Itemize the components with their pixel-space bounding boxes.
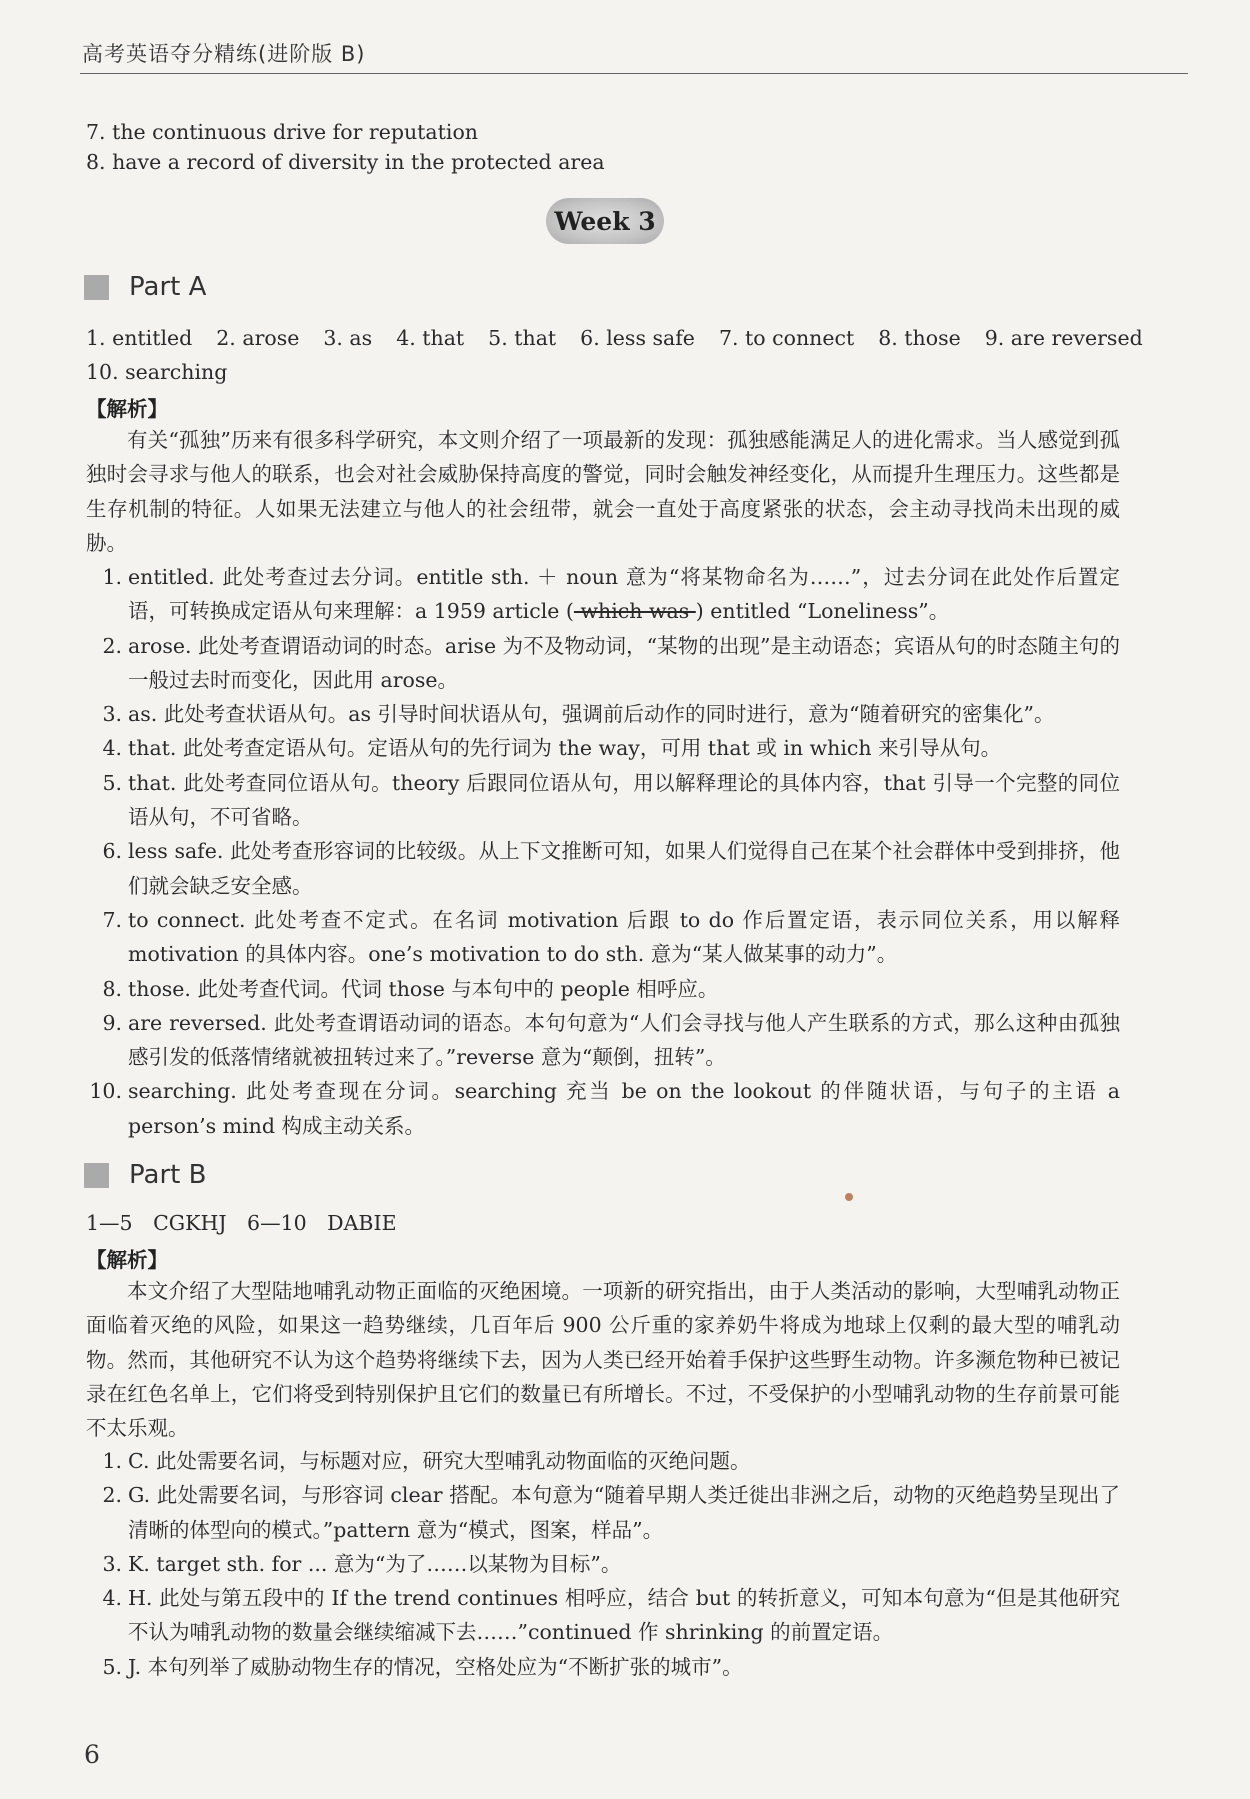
list-item: 9. are reversed. 此处考查谓语动词的语态。本句句意为“人们会寻找与他人产生联系的方式，那么这种由孤独感引发的低落情绪就被扭转过来了。”reverse 意为“颠倒，扭转”。 <box>102 1010 1120 1070</box>
part-a-answers-line2: 10. searching <box>86 360 228 384</box>
page-number: 6 <box>84 1740 100 1769</box>
part-a-items <box>86 560 1120 1143</box>
answer: 2. arose <box>216 326 300 350</box>
list-item: 2. arose. 此处考查谓语动词的时态。arise 为不及物动词，“某物的出现”是主动语态；宾语从句的时态随主句的一般过去时而变化，因此用 arose。 <box>102 633 1120 692</box>
list-item: 5. that. 此处考查同位语从句。theory 后跟同位语从句，用以解释理论的具体内容，that 引导一个完整的同位语从句，不可省略。 <box>102 770 1120 830</box>
part-b-heading <box>84 1160 206 1190</box>
list-item: 6. less safe. 此处考查形容词的比较级。从上下文推断可知，如果人们觉得自己在某个社会群体中受到排挤，他们就会缺乏安全感。 <box>102 839 1120 898</box>
part-b-items <box>86 1444 1120 1684</box>
list-item: 3. K. target sth. for ... 意为“为了……以某物为目标”。 <box>102 1551 622 1576</box>
answer: 5. that <box>488 326 557 350</box>
part-a-title: Part A <box>129 272 207 302</box>
part-b-title: Part B <box>129 1160 207 1190</box>
list-item: 7. to connect. 此处考查不定式。在名词 motivation 后跟 to do 作后置定语，表示同位关系，用以解释 motivation 的具体内容。one’s motivation to do sth. 意为“某人做某事的动力”。 <box>102 907 1120 967</box>
part-a-analysis-label: 【解析】 <box>86 397 168 421</box>
list-item: 5. J. 本句列举了威胁动物生存的情况，空格处应为“不断扩张的城市”。 <box>102 1654 743 1679</box>
answer: 9. are reversed <box>984 326 1143 350</box>
part-b-answers: 1—5 CGKHJ 6—10 DABIE <box>86 1211 397 1235</box>
part-a-intro: 有关“孤独”历来有很多科学研究，本文则介绍了一项最新的发现：孤独感能满足人的进化需求。当人感觉到孤独时会寻求与他人的联系，也会对社会威胁保持高度的警觉，同时会触发神经变化，从而提升生理压力。这些都是生存机制的特征。人如果无法建立与他人的社会纽带，就会一直处于高度紧张的状态，会主动寻找尚未出现的威胁。 <box>86 428 1120 555</box>
list-item: 1. C. 此处需要名词，与标题对应，研究大型哺乳动物面临的灭绝问题。 <box>102 1449 751 1473</box>
answer: 3. as <box>323 326 373 350</box>
struck-text: which was <box>573 599 696 624</box>
top-line-8: 8. have a record of diversity in the protected area <box>86 150 605 174</box>
list-item: 4. that. 此处考查定语从句。定语从句的先行词为 the way，可用 that 或 in which 来引导从句。 <box>102 736 1002 761</box>
part-a-square-icon <box>84 275 109 300</box>
list-item: 8. those. 此处考查代词。代词 those 与本句中的 people 相呼应。 <box>102 976 719 1001</box>
part-b-analysis-label: 【解析】 <box>86 1248 168 1272</box>
top-line-7: 7. the continuous drive for reputation <box>86 120 478 144</box>
part-a-answers-line1 <box>86 321 1143 355</box>
running-header: 高考英语夺分精练(进阶版 B) <box>82 42 366 66</box>
list-item: 3. as. 此处考查状语从句。as 引导时间状语从句，强调前后动作的同时进行，意为“随着研究的密集化”。 <box>102 702 1055 727</box>
part-b-intro: 本文介绍了大型陆地哺乳动物正面临的灭绝困境。一项新的研究指出，由于人类活动的影响，大型哺乳动物正面临着灭绝的风险，如果这一趋势继续，几百年后 900 公斤重的家养奶牛将成为地球上仅剩的最大型的哺乳动物。然而，其他研究不认为这个趋势将继续下去，因为人类已经开始着手保护这些野生动物。许多濒危物种已被记录在红色名单上，它们将受到特别保护且它们的数量已有所增长。不过，不受保护的小型哺乳动物的生存前景可能不太乐观。 <box>86 1279 1120 1441</box>
part-b-square-icon <box>84 1163 109 1188</box>
week-badge <box>546 198 664 244</box>
week-label: Week 3 <box>554 206 656 236</box>
list-item: 10. searching. 此处考查现在分词。searching 充当 be on the lookout 的伴随状语，与句子的主语 a person’s mind 构成主动关系。 <box>89 1079 1120 1138</box>
part-a-heading <box>84 272 206 302</box>
ink-dot <box>845 1193 853 1201</box>
list-item: 1. entitled. 此处考查过去分词。entitle sth. ＋ noun 意为“将某物命名为……”，过去分词在此处作后置定语，可转换成定语从句来理解：a 1959 article ( which was ) entitled “Loneliness”。 <box>102 565 1120 624</box>
header-rule <box>80 73 1188 74</box>
answer: 6. less safe <box>580 326 695 350</box>
list-item: 2. G. 此处需要名词，与形容词 clear 搭配。本句意为“随着早期人类迁徙出非洲之后，动物的灭绝趋势呈现出了清晰的体型向的模式。”pattern 意为“模式，图案，样品”。 <box>102 1483 1120 1542</box>
answer: 8. those <box>878 326 961 350</box>
list-item: 4. H. 此处与第五段中的 If the trend continues 相呼应，结合 but 的转折意义，可知本句意为“但是其他研究不认为哺乳动物的数量会继续缩减下去……”continued 作 shrinking 的前置定语。 <box>102 1586 1120 1645</box>
answer: 7. to connect <box>718 326 855 350</box>
answer: 4. that <box>396 326 465 350</box>
answer: 1. entitled <box>86 326 193 350</box>
